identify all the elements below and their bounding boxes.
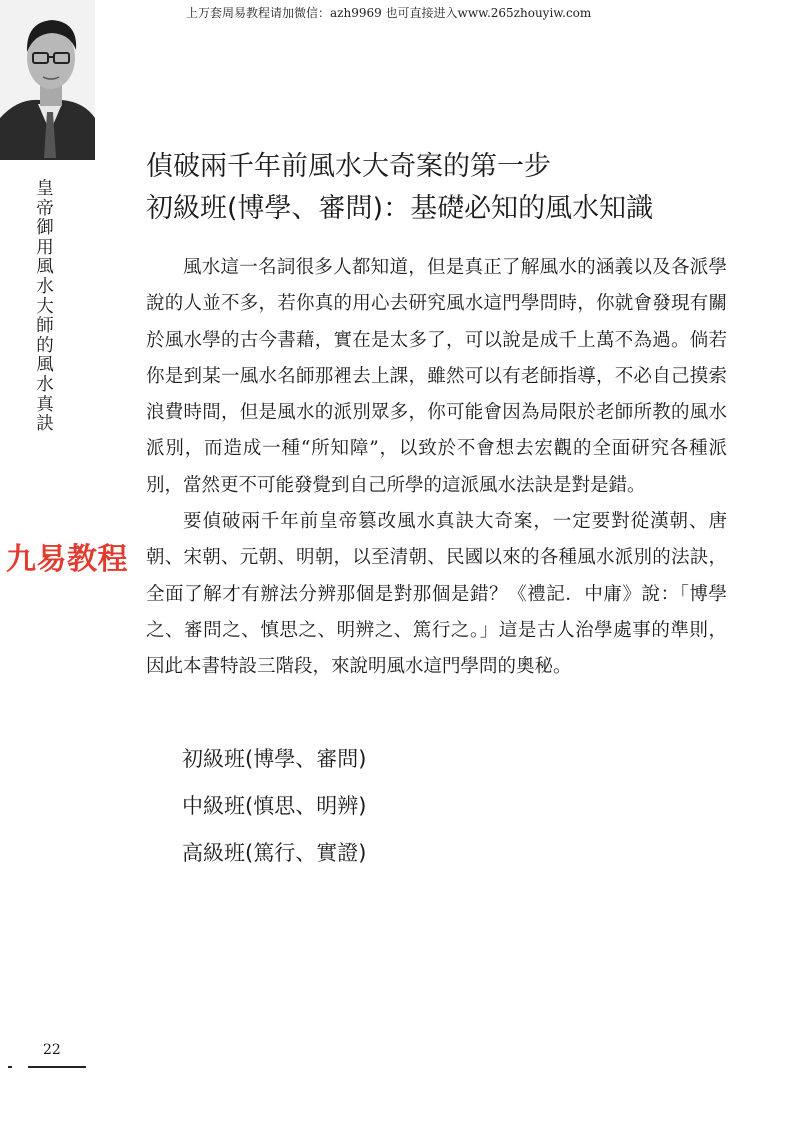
footer-mark [8,1066,12,1068]
header-note: 上万套周易教程请加微信：azh9969 也可直接进入www.265zhouyiw.com [186,6,592,20]
footer-rule [28,1066,86,1068]
paragraph: 風水這一名詞很多人都知道，但是真正了解風水的涵義以及各派學說的人並不多，若你真的用心去研究風水這門學問時，你就會發現有關於風水學的古今書藉，實在是太多了，可以說是成千上萬不為過。倘若你是到某一風水名師那裡去上課，雖然可以有老師指導，不必自己摸索浪費時間，但是風水的派別眾多，你可能會因為局限於老師所教的風水派別，而造成一種“所知障”，以致於不會想去宏觀的全面研究各種派別，當然更不可能發覺到自己所學的這派風水法訣是對是錯。 [146,257,727,496]
body-text [146,250,727,686]
page-number: 22 [43,1042,61,1058]
chapter-title-line-1: 偵破兩千年前風水大奇案的第一步 [146,151,551,182]
level-item-advanced: 高級班(篤行、實證) [182,841,367,865]
level-item-beginner: 初級班(博學、審問) [182,747,367,771]
chapter-title [146,146,746,230]
chapter-title-line-2: 初級班(博學、審問)：基礎必知的風水知識 [146,193,654,224]
level-item-intermediate: 中級班(慎思、明辨) [182,794,367,818]
book-title-vertical: 皇帝御用風水大師的風水真訣 [36,179,54,435]
paragraph: 要偵破兩千年前皇帝篡改風水真訣大奇案，一定要對從漢朝、唐朝、宋朝、元朝、明朝，以至清朝、民國以來的各種風水派別的法訣，全面了解才有辦法分辨那個是對那個是錯？《禮記．中庸》說：「博學之、審問之、慎思之、明辨之、篤行之。」這是古人治學處事的準則，因此本書特設三階段，來說明風水這門學問的奧秘。 [146,511,727,678]
course-levels-list [182,736,582,877]
watermark-logo: 九易教程 [6,542,128,577]
author-portrait [0,0,95,160]
